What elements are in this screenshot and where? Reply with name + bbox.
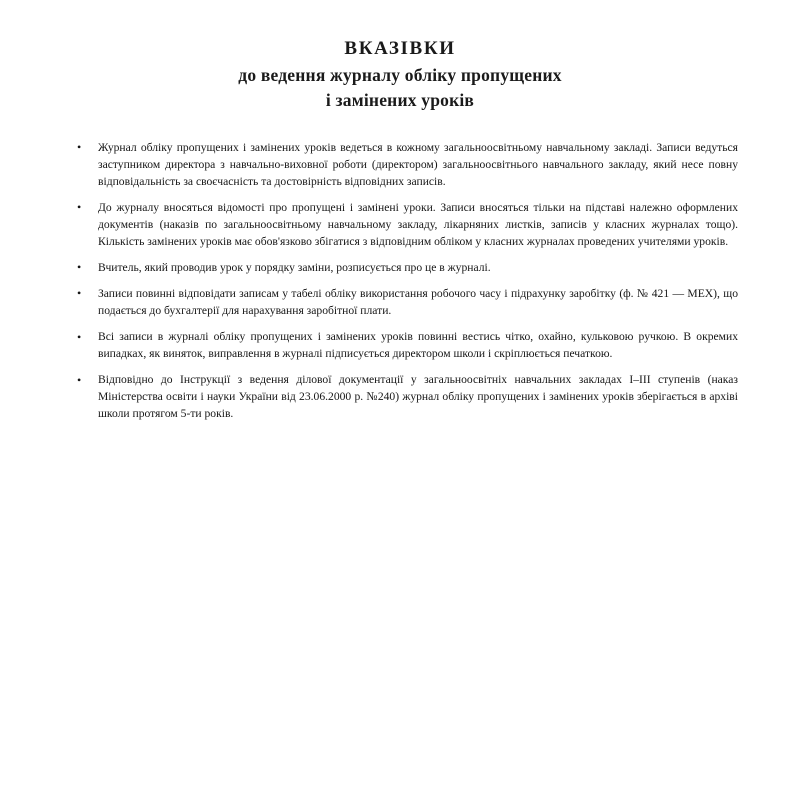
list-item-text: До журналу вносяться відомості про пропущені і замінені уроки. Записи вносяться тільки на підставі належно оформлених документів (наказів по загальноосвітньому навчальному закладу, лікарняних листків, записів у класних журналах тощо). Кількість замінених уроків має обов'язково збігатися з відповідним обліком у класних журналах проведених учителями уроків. <box>98 200 738 248</box>
list-item-text: Журнал обліку пропущених і замінених уроків ведеться в кожному загальноосвітньому навчальному закладі. Записи ведуться заступником директора з навчально-виховної роботи (директором) загальноосвітнього навчального закладу, який несе повну відповідальність за своєчасність та достовірність відповідних записів. <box>98 140 738 188</box>
list-item <box>62 328 738 362</box>
list-item <box>62 259 738 276</box>
page-title-line-2: до ведення журналу обліку пропущених <box>238 64 562 85</box>
list-item-text: Відповідно до Інструкції з ведення ділової документації у загальноосвітніх навчальних закладах I–III ступенів (наказ Міністерства освіти і науки України від 23.06.2000 р. №240) журнал обліку пропущених і замінених уроків зберігається в архіві школи протягом 5-ти років. <box>98 373 738 421</box>
bullet-icon: • <box>77 260 82 275</box>
list-item <box>62 199 738 250</box>
page-title <box>62 36 738 113</box>
list-item-text: Записи повинні відповідати записам у табелі обліку використання робочого часу і підрахунку заробітку (ф. № 421 — МЕХ), що подається до бухгалтерії для нарахування заробітної плати. <box>98 286 738 317</box>
list-item <box>62 371 738 422</box>
list-item-text: Всі записи в журналі обліку пропущених і замінених уроків повинні вестись чітко, охайно, кульковою ручкою. В окремих випадках, як виняток, виправлення в журналі підписується директором школи і скріплюється печаткою. <box>98 329 738 360</box>
page-title-line-1: ВКАЗІВКИ <box>344 38 456 59</box>
bullet-icon: • <box>77 372 82 387</box>
list-item <box>62 139 738 190</box>
bullet-icon: • <box>77 286 82 301</box>
list-item-text: Вчитель, який проводив урок у порядку заміни, розписується про це в журналі. <box>98 260 491 274</box>
bullet-icon: • <box>77 140 82 155</box>
page-title-line-3: і замінених уроків <box>325 89 475 110</box>
list-item <box>62 285 738 319</box>
bullet-icon: • <box>77 200 82 215</box>
bullet-icon: • <box>77 329 82 344</box>
instructions-list <box>62 139 738 422</box>
